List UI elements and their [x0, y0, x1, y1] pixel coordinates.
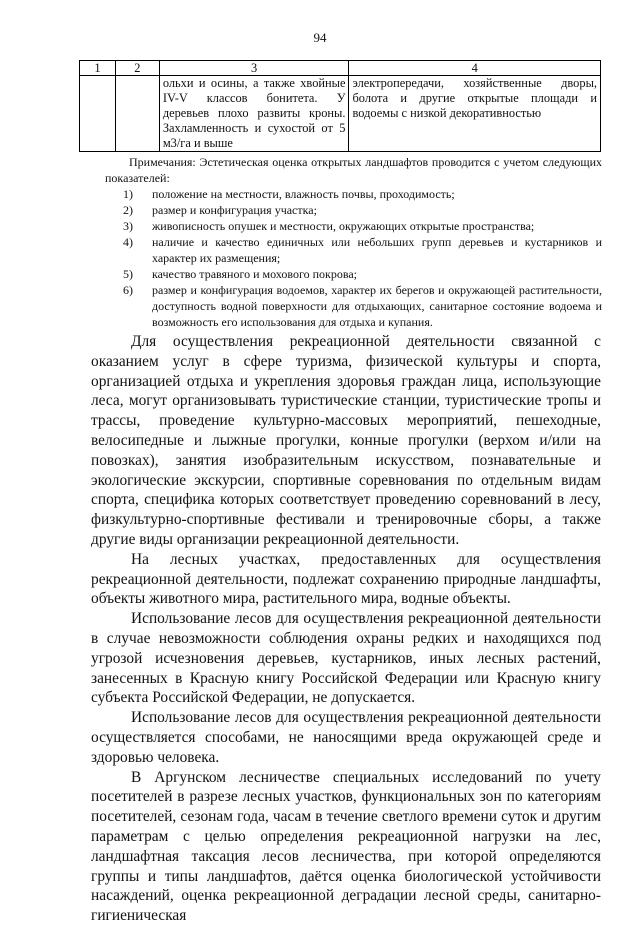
table-cell-description: ольхи и осины, а также хвойные IV-V классов бонитета. У деревьев плохо развиты кроны. Захламленность и сухостой от 5 м3/га и выше: [159, 76, 349, 152]
table-header-cell: 4: [349, 61, 601, 76]
notes-item: [105, 186, 602, 202]
paragraph: Использование лесов для осуществления рекреационной деятельности в случае невозможности соблюдения охраны редких и находящихся под угрозой исчезновения деревьев, кустарников, иных лесных растений, занесенных в Красную книгу Российской Федерации или Красную книгу субъекта Российской Федерации, не допускается.: [91, 610, 601, 707]
notes-item-text: положение на местности, влажность почвы, проходимость;: [152, 187, 455, 201]
notes-item-number: 3): [123, 219, 133, 233]
notes-item: [105, 218, 602, 234]
notes-item-number: 4): [123, 235, 133, 249]
page-number: 94: [313, 30, 327, 45]
notes-item-text: наличие и качество единичных или небольших групп деревьев и кустарников и характер их размещения;: [152, 235, 602, 265]
notes-item-number: 2): [123, 203, 133, 217]
paragraph: На лесных участках, предоставленных для осуществления рекреационной деятельности, подлежат сохранению природные ландшафты, объекты животного мира, растительного мира, водные объекты.: [91, 550, 601, 608]
notes-item-text: качество травяного и мохового покрова;: [152, 267, 357, 281]
notes-item: [105, 282, 602, 330]
table-row: [80, 76, 601, 152]
table-header-row: [80, 61, 601, 76]
table-header-cell: 1: [80, 61, 116, 76]
notes-list: [105, 186, 602, 330]
notes-item-text: размер и конфигурация водоемов, характер их берегов и окружающей растительности, доступность водной поверхности для отдыхающих, санитарное состояние водоема и возможность его использования для отдыха и купания.: [152, 283, 602, 329]
table-cell-objects: электропередачи, хозяйственные дворы, болота и другие открытые площади и водоемы с низкой декоративностью: [349, 76, 601, 152]
paragraph: В Аргунском лесничестве специальных исследований по учету посетителей в разрезе лесных участков, функциональных зон по категориям посетителей, сезонам года, часам в течение светлого времени суток и другим параметрам с целью определения рекреационной нагрузки на лес, ландшафтная таксация лесов лесничества, при которой определяются группы и типы ландшафтов, даётся оценка биологической устойчивости насаждений, оценка рекреационной деградации лесной среды, санитарно-гигиеническая: [91, 768, 601, 925]
continuation-table: [79, 60, 601, 152]
body-text: [91, 332, 601, 926]
notes-item: [105, 202, 602, 218]
notes-item-text: размер и конфигурация участка;: [152, 203, 317, 217]
paragraph: Для осуществления рекреационной деятельности связанной с оказанием услуг в сфере туризма, физической культуры и спорта, организацией отдыха и укрепления здоровья граждан лица, использующие леса, могут организовывать туристические станции, туристические тропы и трассы, проведение культурно-массовых мероприятий, пешеходные, велосипедные и лыжные прогулки, конные прогулки (верхом и/или на повозках), занятия изобразительным искусством, познавательные и экологические экскурсии, спортивные соревнования по отдельным видам спорта, специфика которых соответствует проведению соревнований в лесу, физкультурно-спортивные фестивали и тренировочные сборы, а также другие виды организации рекреационной деятельности.: [91, 333, 601, 548]
table-header-cell: 2: [115, 61, 159, 76]
notes-item-number: 5): [123, 267, 133, 281]
notes-item-number: 6): [123, 283, 133, 297]
notes-item: [105, 266, 602, 282]
notes-block: [105, 154, 602, 330]
table-header-cell: 3: [159, 61, 349, 76]
paragraph: Использование лесов для осуществления рекреационной деятельности осуществляется способами, не наносящими вреда окружающей среде и здоровью человека.: [91, 709, 601, 766]
notes-item: [105, 234, 602, 266]
notes-item-text: живописность опушек и местности, окружающих открытые пространства;: [152, 219, 535, 233]
notes-item-number: 1): [123, 187, 133, 201]
notes-intro: Примечания: Эстетическая оценка открытых ландшафтов проводится с учетом следующих показателей:: [105, 155, 602, 185]
table-cell-1: [80, 76, 116, 152]
table-cell-2: [115, 76, 159, 152]
